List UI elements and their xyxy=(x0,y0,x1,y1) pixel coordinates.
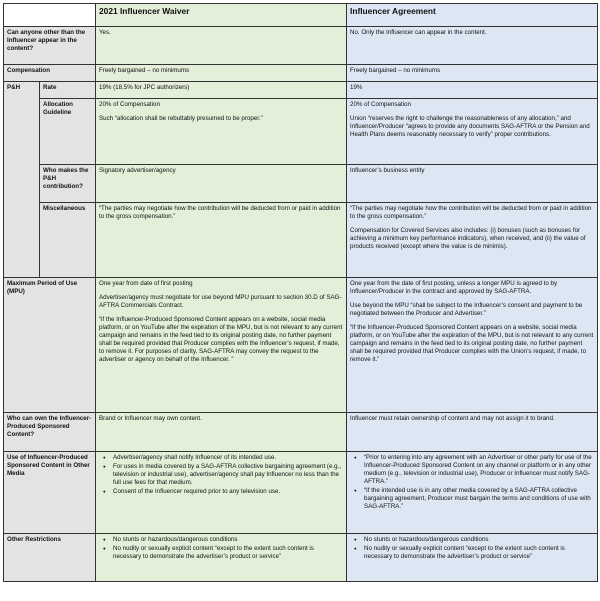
row-other xyxy=(4,534,598,582)
agreement-anyone: No. Only the Influencer can appear in the content. xyxy=(347,27,598,65)
waiver-mpu-p1: One year from date of first posting xyxy=(99,280,193,287)
agreement-use xyxy=(347,452,598,534)
waiver-allocation xyxy=(96,99,347,165)
agreement-mpu-p2: Use beyond the MPU “shall be subject to the Influencer’s consent and payment to be negotiated between the Producer and Advertiser.” xyxy=(350,301,583,317)
agreement-allocation-p1: 20% of Compensation xyxy=(350,101,411,108)
agreement-misc-p2: Compensation for Covered Services also includes: (i) bonuses (such as bonuses for achieving a minimum key performance indicators), when received, and (ii) the value of products received (except where the value is de minimis). xyxy=(350,226,586,250)
label-ph: P&H xyxy=(4,82,40,278)
comparison-table xyxy=(3,3,598,582)
waiver-other xyxy=(96,534,347,582)
agreement-misc xyxy=(347,203,598,278)
label-who: Who makes the P&H contribution? xyxy=(40,165,96,203)
waiver-misc: “The parties may negotiate how the contribution will be deducted from or paid in addition to the gross compensation.” xyxy=(96,203,347,278)
list-item: ● For uses in media covered by a SAG-AFTRA collective bargaining agreement (e.g., television or industrial use), advertiser/agency shall pay Influencer no less than the full use fees for that medium. xyxy=(113,463,343,487)
waiver-mpu-p3: “if the Influencer-Produced Sponsored Content appears on a website, social media platform, or on YouTube after the expiration of the MPU, but is not relevant to any current campaign and remains in the feed tied to its original posting date, no further payment shall be required provided that Producer complies with the Influencer’s request, if made, to remove it. For purposes of clarity, SAG-AFTRA may convey the request to the advertiser or agency on behalf of the Influencer. ” xyxy=(99,315,343,363)
row-mpu xyxy=(4,278,598,413)
agreement-rate: 19% xyxy=(347,82,598,99)
row-anyone xyxy=(4,27,598,65)
header-waiver: 2021 Influencer Waiver xyxy=(96,4,347,27)
label-misc: Miscellaneous xyxy=(40,203,96,278)
agreement-allocation-p2: Union “reserves the right to challenge the reasonableness of any allocation,” and Influencer/Producer “agrees to provide any documents SAG-AFTRA or the Pension and Health Plans deems reasonably necessary to verify” proper contributions. xyxy=(350,114,590,138)
agreement-other-list xyxy=(350,536,594,561)
waiver-who: Signatory advertiser/agency xyxy=(96,165,347,203)
label-mpu: Maximum Period of Use (MPU) xyxy=(4,278,96,413)
waiver-use xyxy=(96,452,347,534)
row-ph-misc xyxy=(4,203,598,278)
label-anyone: Can anyone other than the Influencer appear in the content? xyxy=(4,27,96,65)
agreement-own: Influencer must retain ownership of content and may not assign it to brand. xyxy=(347,413,598,452)
waiver-allocation-p1: 20% of Compensation xyxy=(99,101,160,108)
waiver-allocation-p2: Such “allocation shall be rebuttably presumed to be proper.” xyxy=(99,114,263,122)
list-item: ● No nudity or sexually explicit content “except to the extent such content is necessary to demonstrate the advertiser’s product or service” xyxy=(113,545,343,561)
waiver-other-list xyxy=(99,536,343,561)
row-compensation xyxy=(4,65,598,82)
list-item: ● No nudity or sexually explicit content “except to the extent such content is necessary to demonstrate the advertiser’s product or service” xyxy=(364,545,594,561)
waiver-mpu-p2: Advertiser/agency must negotiate for use beyond MPU pursuant to section 30.D of SAG-AFTRA Commercials Contract. xyxy=(99,293,342,309)
list-item: ● Consent of the Influencer required prior to any television use. xyxy=(113,488,343,496)
agreement-allocation xyxy=(347,99,598,165)
agreement-compensation: Freely bargained – no minimums xyxy=(347,65,598,82)
agreement-misc-p1: “The parties may negotiate how the contribution will be deducted from or paid in addition to the gross compensation.” xyxy=(350,205,592,220)
agreement-use-list xyxy=(350,454,594,511)
list-item: ● “Prior to entering into any agreement with an Advertiser or other party for use of the Influencer-Produced Sponsored Content on any channel or platform or in any other medium (e.g., television or industrial use), Producer or Influencer must notify SAG-AFTRA.” xyxy=(364,454,594,486)
row-ph-who xyxy=(4,165,598,203)
header-corner xyxy=(4,4,96,27)
list-item: ● “If the intended use is in any other media covered by a SAG-AFTRA collective bargaining agreement, Producer must bargain the terms and conditions of use with SAG-AFTRA.” xyxy=(364,487,594,511)
agreement-other xyxy=(347,534,598,582)
waiver-own: Brand or Influencer may own content. xyxy=(96,413,347,452)
agreement-who: Influencer’s business entity xyxy=(347,165,598,203)
agreement-mpu-p3: “If the Influencer-Produced Sponsored Content appears on a website, social media platform, or on YouTube after the expiration of the MPU, but is not relevant to any current campaign and remains in the feed tied to its original posting date, no further payment shall be required provided that Producer complies with the Union’s request, if made, to remove it.” xyxy=(350,323,594,363)
header-agreement: Influencer Agreement xyxy=(347,4,598,27)
agreement-mpu-p1: One year from the date of first posting, unless a longer MPU is agreed to by Influencer/Producer in the contract and approved by SAG-AFTRA. xyxy=(350,280,558,295)
label-compensation: Compensation xyxy=(4,65,96,82)
row-ph-rate xyxy=(4,82,598,99)
label-allocation: Allocation Guideline xyxy=(40,99,96,165)
waiver-mpu xyxy=(96,278,347,413)
row-own xyxy=(4,413,598,452)
label-own: Who can own the Influencer-Produced Sponsored Content? xyxy=(4,413,96,452)
list-item: ● No stunts or hazardous/dangerous conditions xyxy=(113,536,343,544)
waiver-anyone: Yes. xyxy=(96,27,347,65)
waiver-use-list xyxy=(99,454,343,496)
waiver-compensation: Freely bargained – no minimums xyxy=(96,65,347,82)
label-other: Other Restrictions xyxy=(4,534,96,582)
waiver-rate: 19% (18.5% for JPC authorizers) xyxy=(96,82,347,99)
label-use: Use of Influencer-Produced Sponsored Content in Other Media xyxy=(4,452,96,534)
row-ph-allocation xyxy=(4,99,598,165)
list-item: ● Advertiser/agency shall notify Influencer of its intended use. xyxy=(113,454,343,462)
list-item: ● No stunts or hazardous/dangerous conditions xyxy=(364,536,594,544)
label-rate: Rate xyxy=(40,82,96,99)
header-row xyxy=(4,4,598,27)
row-use xyxy=(4,452,598,534)
agreement-mpu xyxy=(347,278,598,413)
